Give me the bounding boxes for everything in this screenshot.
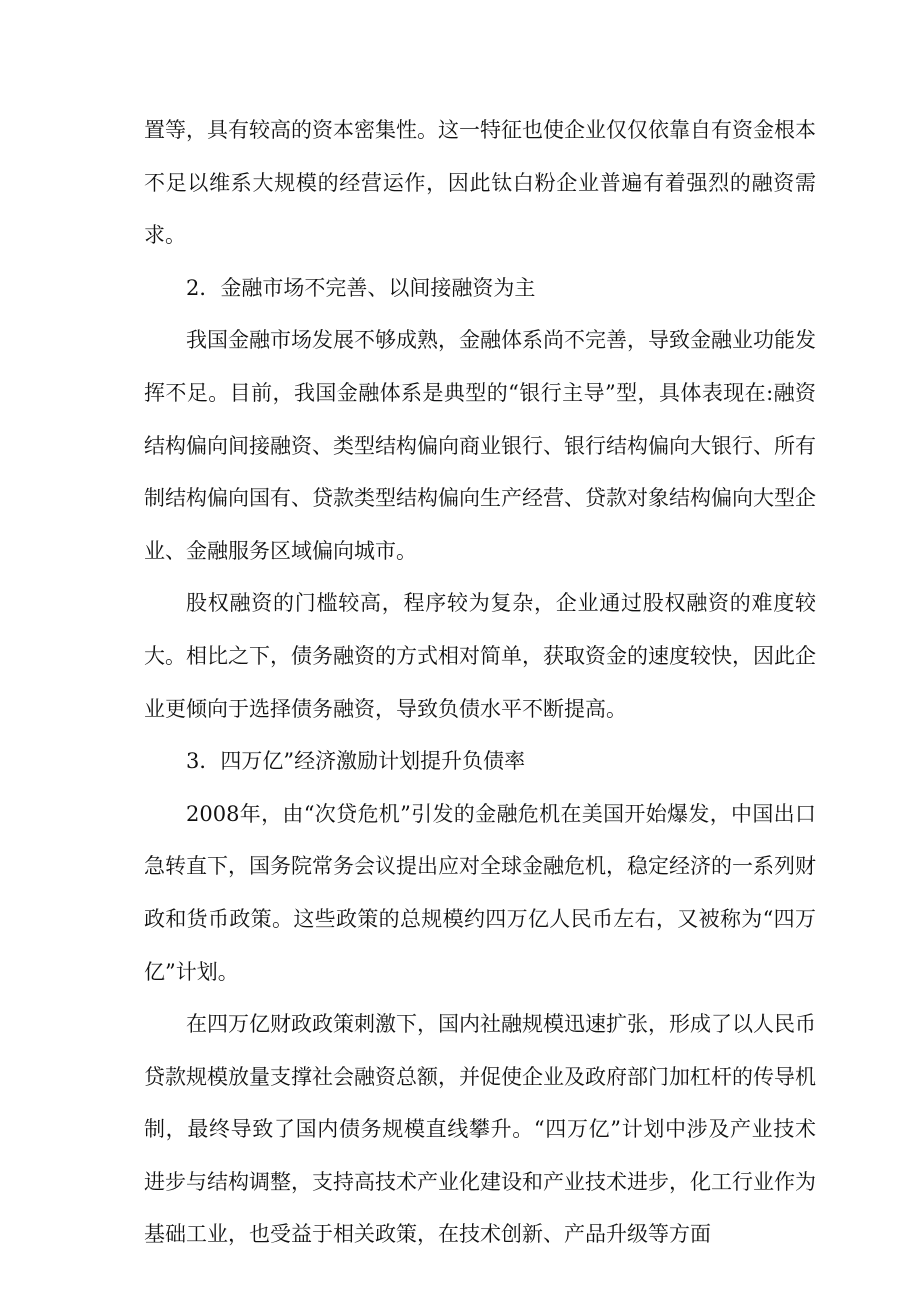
paragraph-stimulus-effects: 在四万亿财政政策刺激下，国内社融规模迅速扩张，形成了以人民币贷款规模放量支撑社会融资总额，并促使企业及政府部门加杠杆的传导机制，最终导致了国内债务规模直线攀升。“四万亿”计划中涉及产业技术进步与结构调整，支持高技术产业化建设和产业技术进步，化工行业作为基础工业，也受益于相关政策，在技术创新、产品升级等方面 [144,1012,816,1247]
paragraph-bank-dominated: 我国金融市场发展不够成熟，金融体系尚不完善，导致金融业功能发挥不足。目前，我国金融体系是典型的“银行主导”型，具体表现在:融资结构偏向间接融资、类型结构偏向商业银行、银行结构偏向大银行、所有制结构偏向国有、贷款类型结构偏向生产经营、贷款对象结构偏向大型企业、金融服务区域偏向城市。 [144,328,816,563]
paragraph-debt-financing: 股权融资的门槛较高，程序较为复杂，企业通过股权融资的难度较大。相比之下，债务融资的方式相对简单，获取资金的速度较快，因此企业更倾向于选择债务融资，导致负债水平不断提高。 [144,591,816,721]
document-body [144,104,816,1261]
section-heading-stimulus-plan: 3．四万亿”经济激励计划提升负债率 [186,749,526,774]
paragraph-2008-crisis: 2008年，由“次贷危机”引发的金融危机在美国开始爆发，中国出口急转直下，国务院常务会议提出应对全球金融危机，稳定经济的一系列财政和货币政策。这些政策的总规模约四万亿人民币左右，又被称为“四万亿”计划。 [144,801,816,984]
section-heading-financial-market: 2．金融市场不完善、以间接融资为主 [186,275,536,300]
paragraph-capital-intensity: 置等，具有较高的资本密集性。这一特征也使企业仅仅依靠自有资金根本不足以维系大规模的经营运作，因此钛白粉企业普遍有着强烈的融资需求。 [144,118,816,248]
